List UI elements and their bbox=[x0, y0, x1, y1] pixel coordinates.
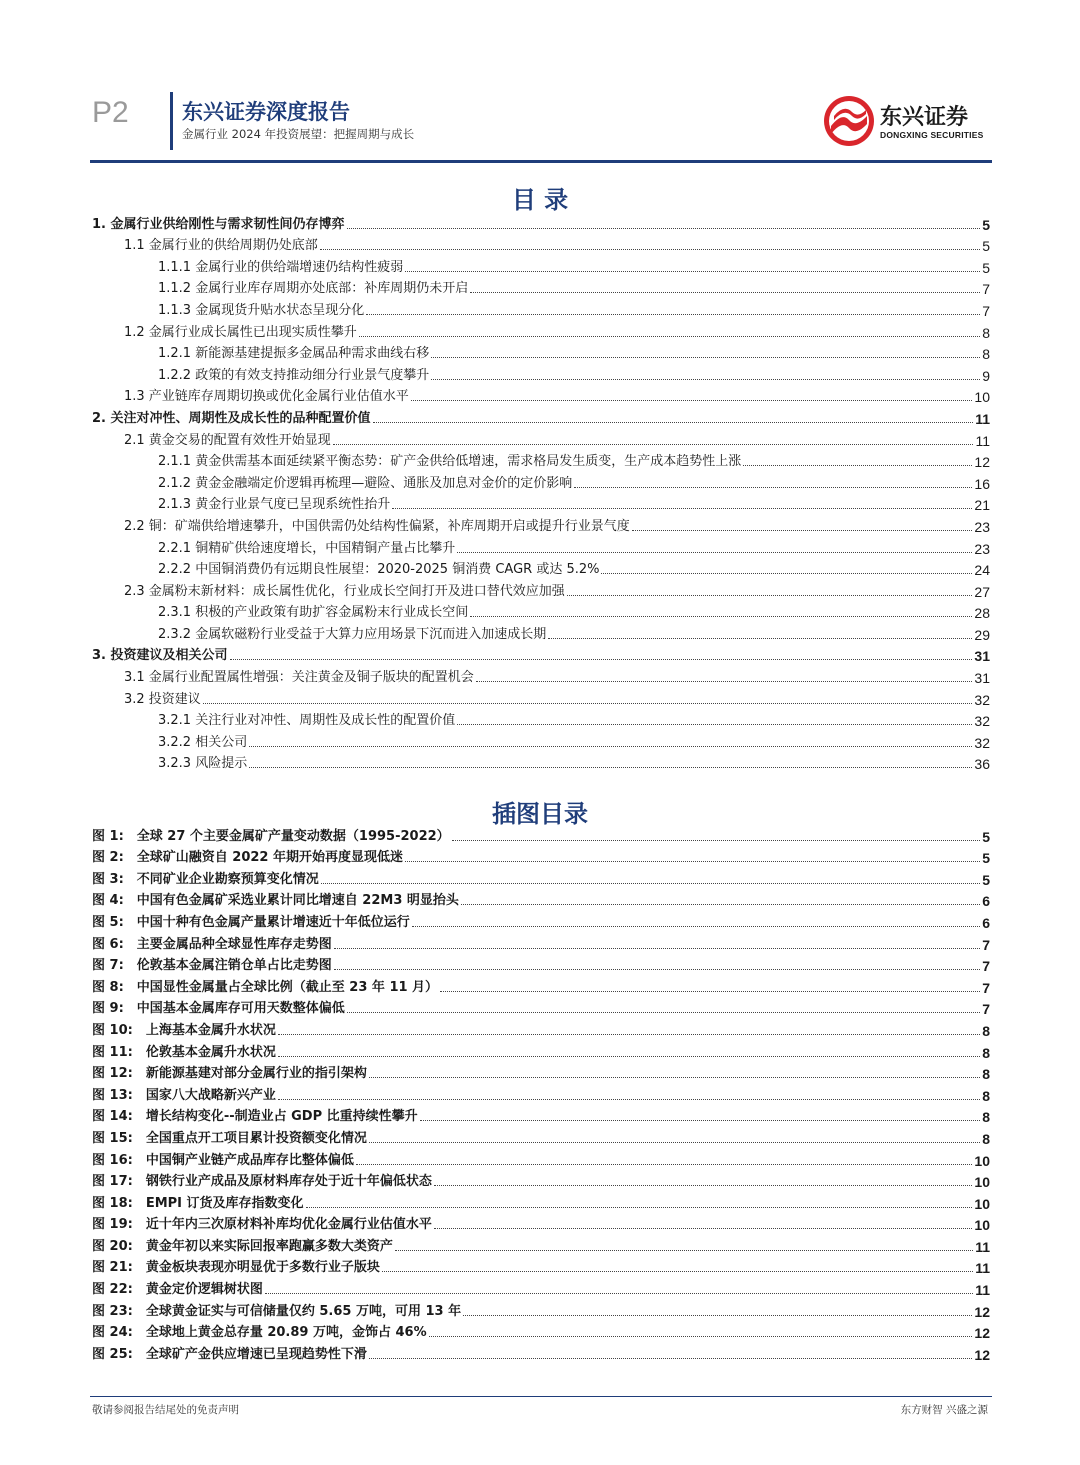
entry-label: 图 25: 全球矿产金供应增速已呈现趋势性下滑 bbox=[92, 1346, 367, 1362]
figure-entry[interactable] bbox=[92, 1341, 990, 1363]
entry-page-number: 7 bbox=[982, 1001, 990, 1018]
dot-leader bbox=[356, 1164, 973, 1165]
entry-label: 图 23: 全球黄金证实与可信储量仅约 5.65 万吨，可用 13 年 bbox=[92, 1303, 462, 1319]
dot-leader bbox=[347, 1012, 980, 1013]
dot-leader bbox=[265, 1293, 973, 1294]
dot-leader bbox=[382, 1271, 973, 1272]
dot-leader bbox=[461, 904, 980, 905]
entry-label: 1.1 金属行业的供给周期仍处底部 bbox=[124, 238, 318, 254]
toc-entry[interactable] bbox=[92, 643, 990, 665]
dot-leader bbox=[431, 357, 980, 358]
entry-page-number: 8 bbox=[982, 346, 990, 363]
page-number: P2 bbox=[92, 96, 129, 129]
figure-entry[interactable] bbox=[92, 996, 990, 1018]
dot-leader bbox=[333, 444, 974, 445]
figure-entry[interactable] bbox=[92, 1039, 990, 1061]
figure-entry[interactable] bbox=[92, 1104, 990, 1126]
entry-page-number: 23 bbox=[974, 540, 990, 557]
entry-label: 图 20: 黄金年初以来实际回报率跑赢多数大类资产 bbox=[92, 1238, 393, 1254]
entry-label: 图 2: 全球矿山融资自 2022 年期开始再度显现低迷 bbox=[92, 850, 404, 866]
figure-entry[interactable] bbox=[92, 1212, 990, 1234]
toc-entry[interactable] bbox=[92, 276, 990, 298]
toc-entry[interactable] bbox=[92, 341, 990, 363]
entry-page-number: 7 bbox=[982, 979, 990, 996]
entry-page-number: 7 bbox=[982, 936, 990, 953]
dot-leader bbox=[601, 573, 972, 574]
toc-entry[interactable] bbox=[92, 751, 990, 773]
toc-entry[interactable] bbox=[92, 384, 990, 406]
toc-entry[interactable] bbox=[92, 492, 990, 514]
figure-entry[interactable] bbox=[92, 1233, 990, 1255]
entry-label: 图 3: 不同矿业企业勘察预算变化情况 bbox=[92, 871, 319, 887]
toc-entry[interactable] bbox=[92, 362, 990, 384]
dot-leader bbox=[395, 1250, 973, 1251]
entry-label: 1.2.2 政策的有效支持推动细分行业景气度攀升 bbox=[158, 367, 430, 383]
toc-entry[interactable] bbox=[92, 513, 990, 535]
figure-entry[interactable] bbox=[92, 823, 990, 845]
entry-page-number: 28 bbox=[974, 605, 990, 622]
entry-label: 2.3 金属粉末新材料：成长属性优化，行业成长空间打开及进口替代效应加强 bbox=[124, 583, 565, 599]
entry-page-number: 24 bbox=[974, 562, 990, 579]
entry-label: 3. 投资建议及相关公司 bbox=[92, 648, 228, 664]
entry-label: 2.1.3 黄金行业景气度已呈现系统性抬升 bbox=[158, 497, 391, 513]
entry-label: 图 17: 钢铁行业产成品及原材料库存处于近十年偏低状态 bbox=[92, 1174, 432, 1190]
logo-english-name: DONGXING SECURITIES bbox=[880, 130, 984, 140]
entry-page-number: 12 bbox=[974, 1303, 990, 1320]
entry-label: 图 24: 全球地上黄金总存量 20.89 万吨，金饰占 46% bbox=[92, 1325, 427, 1341]
report-subtitle: 金属行业 2024 年投资展望：把握周期与成长 bbox=[182, 127, 415, 141]
dot-leader bbox=[369, 1358, 973, 1359]
entry-page-number: 16 bbox=[974, 475, 990, 492]
entry-page-number: 21 bbox=[974, 497, 990, 514]
header-rule bbox=[90, 160, 992, 163]
toc-entry[interactable] bbox=[92, 319, 990, 341]
entry-page-number: 6 bbox=[982, 893, 990, 910]
entry-label: 1.1.2 金属行业库存周期亦处底部：补库周期仍未开启 bbox=[158, 281, 469, 297]
entry-label: 图 9: 中国基本金属库存可用天数整体偏低 bbox=[92, 1001, 345, 1017]
toc-entry[interactable] bbox=[92, 708, 990, 730]
toc-entry[interactable] bbox=[92, 254, 990, 276]
entry-page-number: 12 bbox=[974, 1346, 990, 1363]
entry-page-number: 10 bbox=[974, 1174, 990, 1191]
entry-page-number: 8 bbox=[982, 1066, 990, 1083]
entry-label: 图 19: 近十年内三次原材料补库均优化金属行业估值水平 bbox=[92, 1217, 432, 1233]
dot-leader bbox=[476, 681, 973, 682]
entry-label: 3.2.3 风险提示 bbox=[158, 756, 248, 772]
figure-entry[interactable] bbox=[92, 1276, 990, 1298]
toc-entry[interactable] bbox=[92, 535, 990, 557]
entry-label: 2.2.2 中国铜消费仍有远期良性展望：2020-2025 铜消费 CAGR 或达 5.2% bbox=[158, 562, 600, 578]
entry-page-number: 8 bbox=[982, 1130, 990, 1147]
entry-page-number: 12 bbox=[974, 454, 990, 471]
toc-title: 目 录 bbox=[511, 186, 569, 214]
entry-label: 3.2.2 相关公司 bbox=[158, 734, 248, 750]
entry-page-number: 12 bbox=[974, 1325, 990, 1342]
entry-page-number: 7 bbox=[982, 958, 990, 975]
entry-page-number: 7 bbox=[982, 281, 990, 298]
dot-leader bbox=[632, 530, 973, 531]
entry-label: 1.3 产业链库存周期切换或优化金属行业估值水平 bbox=[124, 389, 409, 405]
figure-entry[interactable] bbox=[92, 1169, 990, 1191]
entry-page-number: 5 bbox=[982, 828, 990, 845]
dot-leader bbox=[463, 1315, 972, 1316]
entry-label: 1.2 金属行业成长属性已出现实质性攀升 bbox=[124, 324, 357, 340]
header-divider bbox=[170, 92, 173, 150]
entry-label: 2.3.1 积极的产业政策有助扩容金属粉末行业成长空间 bbox=[158, 605, 469, 621]
entry-page-number: 8 bbox=[982, 1044, 990, 1061]
toc-list bbox=[92, 211, 990, 772]
dot-leader bbox=[405, 861, 980, 862]
dot-leader bbox=[278, 1056, 980, 1057]
figure-entry[interactable] bbox=[92, 1061, 990, 1083]
toc-entry[interactable] bbox=[92, 211, 990, 233]
figure-entry[interactable] bbox=[92, 1147, 990, 1169]
figure-list-title: 插图目录 bbox=[492, 800, 588, 828]
figure-entry[interactable] bbox=[92, 845, 990, 867]
figure-entry[interactable] bbox=[92, 931, 990, 953]
entry-page-number: 8 bbox=[982, 1109, 990, 1126]
entry-page-number: 5 bbox=[982, 216, 990, 233]
entry-page-number: 5 bbox=[982, 238, 990, 255]
entry-label: 2.1.2 黄金金融端定价逻辑再梳理—避险、通胀及加息对金价的定价影响 bbox=[158, 475, 573, 491]
dot-leader bbox=[347, 228, 981, 229]
toc-entry[interactable] bbox=[92, 297, 990, 319]
figure-entry[interactable] bbox=[92, 1255, 990, 1277]
entry-label: 3.2.1 关注行业对冲性、周期性及成长性的配置价值 bbox=[158, 713, 456, 729]
logo-chinese-name: 东兴证券 bbox=[880, 105, 969, 130]
dot-leader bbox=[334, 969, 980, 970]
dot-leader bbox=[457, 552, 972, 553]
dot-leader bbox=[249, 767, 972, 768]
toc-entry[interactable] bbox=[92, 686, 990, 708]
figure-entry[interactable] bbox=[92, 1320, 990, 1342]
dot-leader bbox=[470, 616, 972, 617]
entry-label: 2.1 黄金交易的配置有效性开始显现 bbox=[124, 432, 331, 448]
dot-leader bbox=[249, 746, 972, 747]
entry-label: 图 14: 增长结构变化--制造业占 GDP 比重持续性攀升 bbox=[92, 1109, 418, 1125]
footer-slogan: 东方财智 兴盛之源 bbox=[900, 1404, 988, 1416]
figure-entry[interactable] bbox=[92, 1298, 990, 1320]
dot-leader bbox=[429, 1336, 973, 1337]
entry-page-number: 29 bbox=[974, 626, 990, 643]
entry-page-number: 10 bbox=[974, 1152, 990, 1169]
dot-leader bbox=[405, 271, 980, 272]
dot-leader bbox=[434, 1185, 973, 1186]
entry-label: 图 15: 全国重点开工项目累计投资额变化情况 bbox=[92, 1130, 367, 1146]
dot-leader bbox=[470, 292, 980, 293]
figure-entry[interactable] bbox=[92, 974, 990, 996]
toc-entry[interactable] bbox=[92, 427, 990, 449]
dongxing-logo-icon bbox=[822, 94, 876, 148]
toc-entry[interactable] bbox=[92, 664, 990, 686]
report-title: 东兴证券深度报告 bbox=[182, 100, 350, 124]
toc-entry[interactable] bbox=[92, 729, 990, 751]
entry-page-number: 11 bbox=[975, 1238, 990, 1255]
entry-label: 图 8: 中国显性金属量占全球比例（截止至 23 年 11 月） bbox=[92, 979, 439, 995]
entry-page-number: 36 bbox=[974, 756, 990, 773]
toc-entry[interactable] bbox=[92, 600, 990, 622]
figure-entry[interactable] bbox=[92, 888, 990, 910]
dot-leader bbox=[434, 1228, 973, 1229]
figure-entry[interactable] bbox=[92, 866, 990, 888]
figure-entry[interactable] bbox=[92, 909, 990, 931]
footer-rule bbox=[90, 1396, 992, 1397]
dot-leader bbox=[392, 508, 972, 509]
entry-page-number: 9 bbox=[982, 367, 990, 384]
entry-page-number: 32 bbox=[974, 713, 990, 730]
entry-page-number: 8 bbox=[982, 324, 990, 341]
entry-page-number: 6 bbox=[982, 914, 990, 931]
entry-page-number: 5 bbox=[982, 259, 990, 276]
entry-label: 1.1.1 金属行业的供给端增速仍结构性疲弱 bbox=[158, 259, 404, 275]
dot-leader bbox=[230, 659, 973, 660]
entry-page-number: 8 bbox=[982, 1087, 990, 1104]
entry-page-number: 31 bbox=[974, 670, 990, 687]
entry-label: 2.3.2 金属软磁粉行业受益于大算力应用场景下沉而进入加速成长期 bbox=[158, 626, 547, 642]
figure-entry[interactable] bbox=[92, 1017, 990, 1039]
entry-label: 图 6: 主要金属品种全球显性库存走势图 bbox=[92, 936, 332, 952]
entry-label: 图 21: 黄金板块表现亦明显优于多数行业子版块 bbox=[92, 1260, 380, 1276]
entry-page-number: 10 bbox=[974, 1195, 990, 1212]
dot-leader bbox=[440, 991, 980, 992]
toc-entry[interactable] bbox=[92, 449, 990, 471]
figure-entry[interactable] bbox=[92, 1125, 990, 1147]
entry-page-number: 11 bbox=[975, 432, 990, 449]
toc-entry[interactable] bbox=[92, 405, 990, 427]
dot-leader bbox=[320, 249, 980, 250]
toc-entry[interactable] bbox=[92, 578, 990, 600]
figure-entry[interactable] bbox=[92, 1082, 990, 1104]
entry-page-number: 32 bbox=[974, 691, 990, 708]
entry-label: 图 11: 伦敦基本金属升水状况 bbox=[92, 1044, 276, 1060]
entry-page-number: 11 bbox=[975, 1282, 990, 1299]
entry-label: 2. 关注对冲性、周期性及成长性的品种配置价值 bbox=[92, 410, 371, 426]
dot-leader bbox=[366, 314, 980, 315]
entry-label: 1.1.3 金属现货升贴水状态呈现分化 bbox=[158, 302, 365, 318]
dot-leader bbox=[457, 724, 972, 725]
dot-leader bbox=[411, 400, 973, 401]
dot-leader bbox=[359, 336, 980, 337]
entry-label: 图 12: 新能源基建对部分金属行业的指引架构 bbox=[92, 1066, 367, 1082]
dot-leader bbox=[369, 1077, 980, 1078]
figure-list bbox=[92, 823, 990, 1363]
entry-label: 图 1: 全球 27 个主要金属矿产量变动数据（1995-2022） bbox=[92, 828, 450, 844]
toc-entry[interactable] bbox=[92, 557, 990, 579]
entry-page-number: 5 bbox=[982, 871, 990, 888]
dot-leader bbox=[321, 883, 980, 884]
entry-label: 1.2.1 新能源基建提振多金属品种需求曲线右移 bbox=[158, 346, 430, 362]
entry-label: 图 16: 中国铜产业链产成品库存比整体偏低 bbox=[92, 1152, 354, 1168]
dot-leader bbox=[369, 1142, 980, 1143]
dot-leader bbox=[278, 1034, 980, 1035]
entry-label: 2.1.1 黄金供需基本面延续紧平衡态势：矿产金供给低增速，需求格局发生质变，生产成本趋势性上涨 bbox=[158, 454, 742, 470]
entry-label: 1. 金属行业供给刚性与需求韧性间仍存博弈 bbox=[92, 216, 345, 232]
dot-leader bbox=[203, 703, 973, 704]
entry-label: 2.2 铜：矿端供给增速攀升，中国供需仍处结构性偏紧，补库周期开启或提升行业景气度 bbox=[124, 518, 630, 534]
figure-entry[interactable] bbox=[92, 953, 990, 975]
entry-label: 图 10: 上海基本金属升水状况 bbox=[92, 1022, 276, 1038]
entry-page-number: 5 bbox=[982, 850, 990, 867]
figure-entry[interactable] bbox=[92, 1190, 990, 1212]
dongxing-logo bbox=[822, 94, 992, 148]
dot-leader bbox=[452, 840, 981, 841]
dot-leader bbox=[373, 422, 974, 423]
dot-leader bbox=[278, 1099, 980, 1100]
entry-label: 图 22: 黄金定价逻辑树状图 bbox=[92, 1282, 263, 1298]
dot-leader bbox=[574, 487, 972, 488]
dot-leader bbox=[431, 379, 980, 380]
entry-label: 图 18: EMPI 订货及库存指数变化 bbox=[92, 1195, 304, 1211]
entry-page-number: 32 bbox=[974, 734, 990, 751]
entry-page-number: 10 bbox=[974, 389, 990, 406]
entry-page-number: 31 bbox=[974, 648, 990, 665]
footer-disclaimer: 敬请参阅报告结尾处的免责声明 bbox=[92, 1404, 239, 1416]
entry-label: 图 7: 伦敦基本金属注销仓单占比走势图 bbox=[92, 958, 332, 974]
entry-label: 3.1 金属行业配置属性增强：关注黄金及铜子版块的配置机会 bbox=[124, 670, 474, 686]
entry-page-number: 27 bbox=[974, 583, 990, 600]
entry-label: 图 5: 中国十种有色金属产量累计增速近十年低位运行 bbox=[92, 914, 410, 930]
toc-entry[interactable] bbox=[92, 470, 990, 492]
dot-leader bbox=[420, 1120, 981, 1121]
dot-leader bbox=[306, 1207, 973, 1208]
entry-page-number: 11 bbox=[975, 1260, 990, 1277]
entry-label: 2.2.1 铜精矿供给速度增长，中国精铜产量占比攀升 bbox=[158, 540, 456, 556]
entry-page-number: 10 bbox=[974, 1217, 990, 1234]
entry-label: 图 13: 国家八大战略新兴产业 bbox=[92, 1087, 276, 1103]
entry-page-number: 11 bbox=[975, 410, 990, 427]
toc-entry[interactable] bbox=[92, 621, 990, 643]
dot-leader bbox=[567, 595, 973, 596]
entry-label: 图 4: 中国有色金属矿采选业累计同比增速自 22M3 明显抬头 bbox=[92, 893, 459, 909]
entry-page-number: 7 bbox=[982, 302, 990, 319]
dot-leader bbox=[743, 465, 972, 466]
toc-entry[interactable] bbox=[92, 233, 990, 255]
entry-page-number: 23 bbox=[974, 518, 990, 535]
dot-leader bbox=[548, 638, 972, 639]
dot-leader bbox=[412, 926, 980, 927]
entry-page-number: 8 bbox=[982, 1022, 990, 1039]
dot-leader bbox=[334, 948, 980, 949]
entry-label: 3.2 投资建议 bbox=[124, 691, 201, 707]
